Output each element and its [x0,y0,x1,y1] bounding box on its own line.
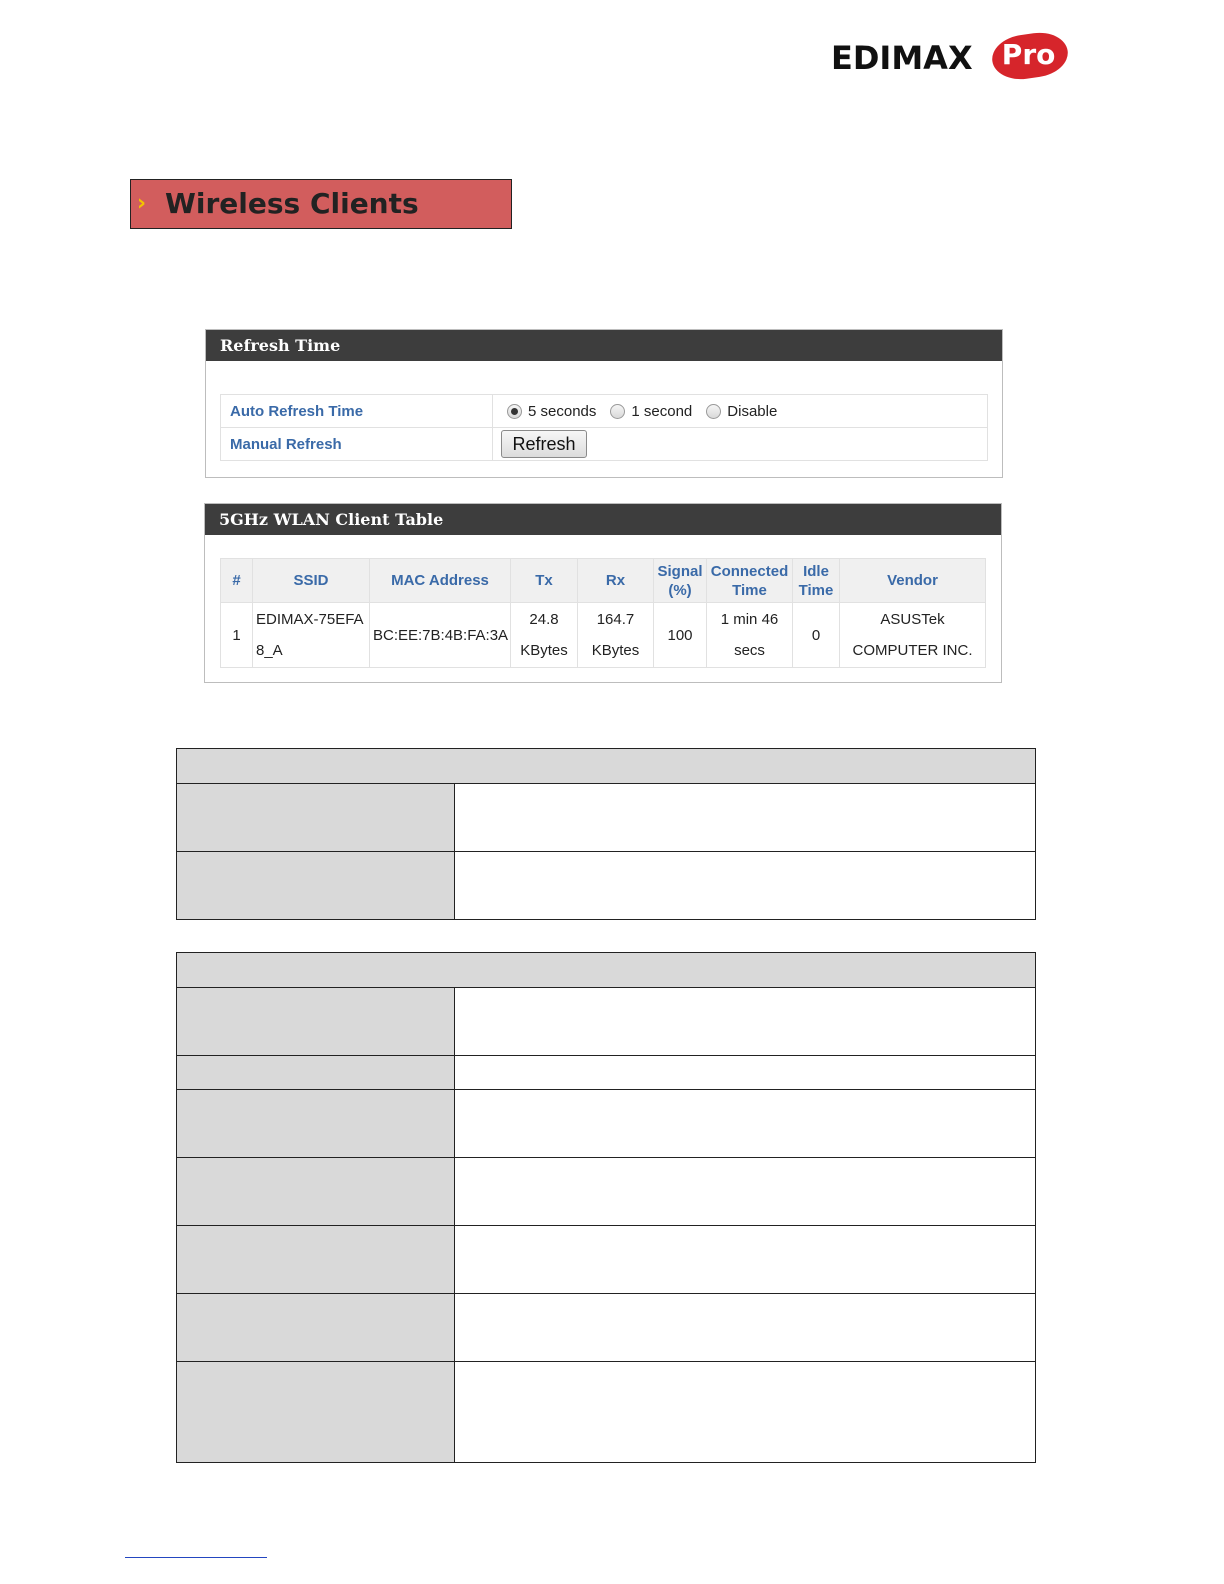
description-table-header [177,953,1036,988]
radio-5-seconds[interactable] [507,404,522,419]
cell-rx-unit: KBytes [591,642,640,659]
cell-ssid [253,603,370,668]
description-key-cell [177,1158,455,1226]
col-vendor: Vendor [840,559,986,603]
refresh-settings-table [220,394,988,461]
cell-connected [707,603,793,668]
description-value-cell [455,1226,1036,1294]
cell-vendor-line2: COMPUTER INC. [852,642,973,659]
edimax-pro-logo [831,34,1067,80]
section-title: Wireless Clients [165,187,419,220]
manual-refresh-row [221,428,988,461]
radio-1-second[interactable] [610,404,625,419]
col-connected [707,559,793,603]
description-key-cell [177,1056,455,1090]
description-key-cell [177,1294,455,1362]
logo-pro-badge [989,29,1070,83]
col-connected-line1: Connected [710,562,789,580]
wlan-client-table [220,558,986,668]
refresh-time-header: Refresh Time [206,330,1002,361]
description-key-cell [177,784,455,852]
col-connected-line2: Time [732,581,767,599]
logo-pro-text: Pro [1001,38,1056,72]
description-key-cell [177,988,455,1056]
cell-tx-value: 24.8 [529,611,559,628]
description-table-header [177,749,1036,784]
description-value-cell [455,1294,1036,1362]
col-signal-line1: Signal [657,562,703,580]
description-value-cell [455,1158,1036,1226]
description-value-cell [455,1090,1036,1158]
client-table-panel [204,503,1002,683]
description-value-cell [455,1362,1036,1463]
description-key-cell [177,1362,455,1463]
auto-refresh-label: Auto Refresh Time [221,395,493,428]
col-rx: Rx [578,559,654,603]
cell-ssid-line2: 8_A [256,642,283,659]
col-num: # [221,559,253,603]
section-title-banner [130,179,512,229]
cell-signal: 100 [654,603,707,668]
cell-vendor [840,603,986,668]
chevron-right-icon: › [137,191,147,216]
col-signal-line2: (%) [668,581,692,599]
footer-link-underline[interactable] [125,1557,267,1558]
cell-vendor-line1: ASUSTek [880,611,945,628]
cell-mac: BC:EE:7B:4B:FA:3A [370,603,511,668]
description-table-refresh [176,748,1036,920]
radio-disable[interactable] [706,404,721,419]
logo-wordmark: EDIMAX [831,39,973,77]
auto-refresh-options [493,395,988,428]
table-header-row [221,559,986,603]
description-key-cell [177,852,455,920]
description-value-cell [455,852,1036,920]
cell-ssid-line1: EDIMAX-75EFA [256,611,364,628]
radio-label-1-second: 1 second [631,402,693,420]
col-idle-line2: Time [798,581,834,599]
col-idle-line1: Idle [803,562,829,580]
auto-refresh-row [221,395,988,428]
cell-rx-value: 164.7 [596,611,635,628]
description-table-clients [176,952,1036,1463]
description-key-cell [177,1090,455,1158]
cell-rx [578,603,654,668]
cell-tx-unit: KBytes [520,642,568,659]
description-value-cell [455,784,1036,852]
cell-num: 1 [221,603,253,668]
col-idle [793,559,840,603]
table-row [221,603,986,668]
description-value-cell [455,988,1036,1056]
refresh-button[interactable]: Refresh [501,430,587,458]
col-signal [654,559,707,603]
client-table-header: 5GHz WLAN Client Table [205,504,1001,535]
refresh-time-panel [205,329,1003,478]
cell-idle: 0 [793,603,840,668]
manual-refresh-cell [493,428,988,461]
radio-label-disable: Disable [727,402,778,420]
col-ssid: SSID [253,559,370,603]
manual-refresh-label: Manual Refresh [221,428,493,461]
cell-tx [511,603,578,668]
description-value-cell [455,1056,1036,1090]
col-tx: Tx [511,559,578,603]
description-key-cell [177,1226,455,1294]
radio-label-5-seconds: 5 seconds [528,402,597,420]
col-mac: MAC Address [370,559,511,603]
cell-connected-line1: 1 min 46 [720,611,779,628]
cell-connected-line2: secs [734,642,765,659]
